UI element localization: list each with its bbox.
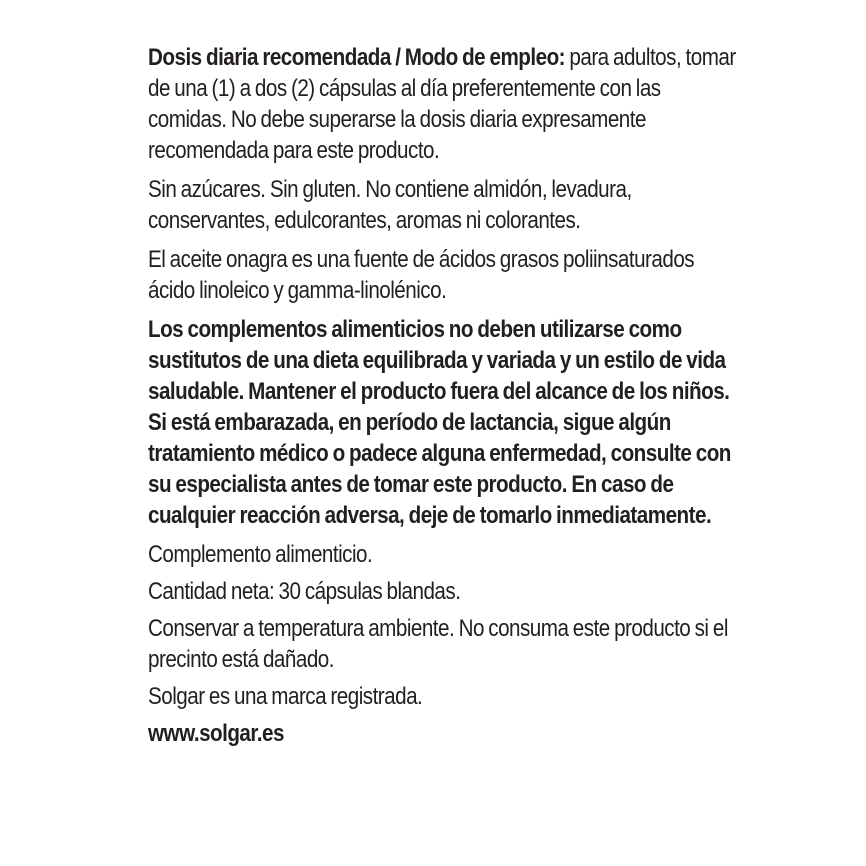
storage-paragraph: Conservar a temperatura ambiente. No consuma este producto si el precinto está dañado. (148, 615, 728, 673)
dosage-text: para adultos, tomar de una (1) a dos (2) cápsulas al día preferentemente con las comidas. No debe superarse la dosis diaria expresamente recomendada para este producto. (148, 44, 736, 164)
website-link[interactable]: www.solgar.es (148, 720, 284, 747)
dosage-heading: Dosis diaria recomendada / Modo de empleo: (148, 44, 566, 71)
warning-paragraph: Los complementos alimenticios no deben utilizarse como sustitutos de una dieta equilibrada y variada y un estilo de vida saludable. Mantener el producto fuera del alcance de los niños. Si está embarazada, en período de lactancia, sigue algún tratamiento médico o padece alguna enfermedad, consulte con su especialista antes de tomar este producto. En caso de cualquier reacción adversa, deje de tomarlo inmediatamente. (148, 316, 731, 529)
trademark-line: Solgar es una marca registrada. (148, 683, 423, 710)
label-text-block (148, 42, 741, 757)
oil-info-paragraph: El aceite onagra es una fuente de ácidos grasos poliinsaturados ácido linoleico y gamma-linolénico. (148, 246, 695, 304)
dosage-paragraph (148, 42, 741, 166)
category-line: Complemento alimenticio. (148, 541, 373, 568)
net-quantity-line: Cantidad neta: 30 cápsulas blandas. (148, 578, 461, 605)
free-from-paragraph: Sin azúcares. Sin gluten. No contiene almidón, levadura, conservantes, edulcorantes, aromas ni colorantes. (148, 176, 632, 234)
